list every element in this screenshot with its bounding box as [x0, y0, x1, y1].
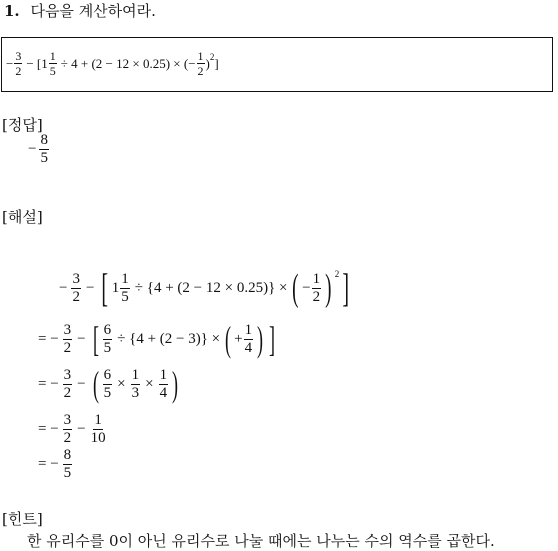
- l1-bracket-open: [: [101, 265, 109, 310]
- l3-times-1: ×: [117, 375, 126, 392]
- solution-line-5: [38, 448, 73, 481]
- l1-frac-c: $\frac{1}{2}$: [312, 270, 321, 305]
- l3-frac-a: $\frac{3}{2}$: [63, 366, 72, 401]
- l3-paren-open: (: [92, 364, 99, 404]
- answer-label: [정답]: [2, 116, 43, 134]
- solution-line-1: [59, 265, 353, 310]
- problem-end: ]: [214, 55, 219, 71]
- problem-open: − [1: [26, 55, 48, 71]
- problem-frac-1: $\frac{3}{2}$: [15, 49, 22, 78]
- l2-pre: = −: [38, 330, 59, 347]
- l1-middle: ÷ {4 + (2 − 12 × 0.25)} ×: [134, 279, 288, 296]
- l1-neg: −: [302, 279, 311, 296]
- l1-frac-a: $\frac{3}{2}$: [72, 270, 80, 305]
- l2-plus: +: [234, 330, 243, 347]
- problem-frac-3: $\frac{1}{2}$: [197, 49, 204, 78]
- l2-frac-a: $\frac{3}{2}$: [63, 321, 72, 356]
- l2-middle: ÷ {4 + (2 − 3)} ×: [117, 330, 221, 347]
- solution-line-3: [38, 366, 181, 402]
- l1-one: 1: [111, 279, 120, 296]
- problem-expression: [6, 50, 219, 77]
- l3-paren-close: ): [172, 364, 179, 404]
- l2-bracket-close: ]: [269, 319, 276, 359]
- l2-frac-c: $\frac{1}{4}$: [244, 321, 253, 356]
- question-header: [4, 0, 156, 21]
- l3-times-2: ×: [145, 375, 154, 392]
- solution-line-4: [38, 413, 107, 446]
- l4-frac-a: $\frac{3}{2}$: [63, 412, 72, 446]
- l3-frac-b: $\frac{6}{5}$: [103, 366, 112, 401]
- problem-frac-2: $\frac{1}{5}$: [49, 49, 56, 78]
- l1-bracket-close: ]: [342, 265, 350, 310]
- l1-exponent: 2: [334, 269, 340, 279]
- l3-frac-d: $\frac{1}{4}$: [159, 366, 168, 401]
- l1-paren-open: (: [292, 267, 299, 309]
- l5-pre: = −: [38, 456, 59, 472]
- l1-pre: −: [59, 279, 68, 296]
- l2-frac-b: $\frac{6}{5}$: [103, 321, 112, 356]
- l2-bracket-open: [: [92, 319, 99, 359]
- solution-line-2: [38, 321, 278, 357]
- question-number: 1.: [4, 2, 20, 20]
- problem-close: ): [205, 55, 210, 71]
- problem-exponent: 2: [209, 51, 215, 62]
- l1-minus: −: [85, 279, 95, 296]
- l4-frac-b: $\frac{1}{10}$: [90, 412, 106, 446]
- l2-paren-open: (: [225, 319, 232, 359]
- l1-frac-b: $\frac{1}{5}$: [121, 270, 129, 305]
- l5-frac-a: $\frac{8}{5}$: [63, 447, 72, 481]
- l2-paren-close: ): [257, 319, 264, 359]
- problem-middle: ÷ 4 + (2 − 12 × 0.25) × (−: [60, 55, 196, 71]
- l1-paren-close: ): [325, 267, 332, 309]
- solution-label: [해설]: [2, 208, 43, 226]
- l2-minus: −: [77, 330, 86, 347]
- answer-value: [28, 133, 50, 166]
- l4-pre: = −: [38, 421, 59, 437]
- hint-text: 한 유리수를 0이 아닌 유리수로 나눌 때에는 나누는 수의 역수를 곱한다.: [27, 532, 495, 550]
- l3-frac-c: $\frac{1}{3}$: [131, 366, 140, 401]
- answer-sign: −: [28, 141, 37, 157]
- problem-minus: −: [6, 55, 14, 71]
- question-instruction: 다음을 계산하여라.: [30, 2, 156, 20]
- hint-label: [힌트]: [2, 510, 43, 528]
- answer-fraction: $\frac{8}{5}$: [40, 132, 48, 166]
- l3-pre: = −: [38, 375, 59, 392]
- l3-minus: −: [77, 375, 86, 392]
- l4-minus: −: [77, 421, 86, 437]
